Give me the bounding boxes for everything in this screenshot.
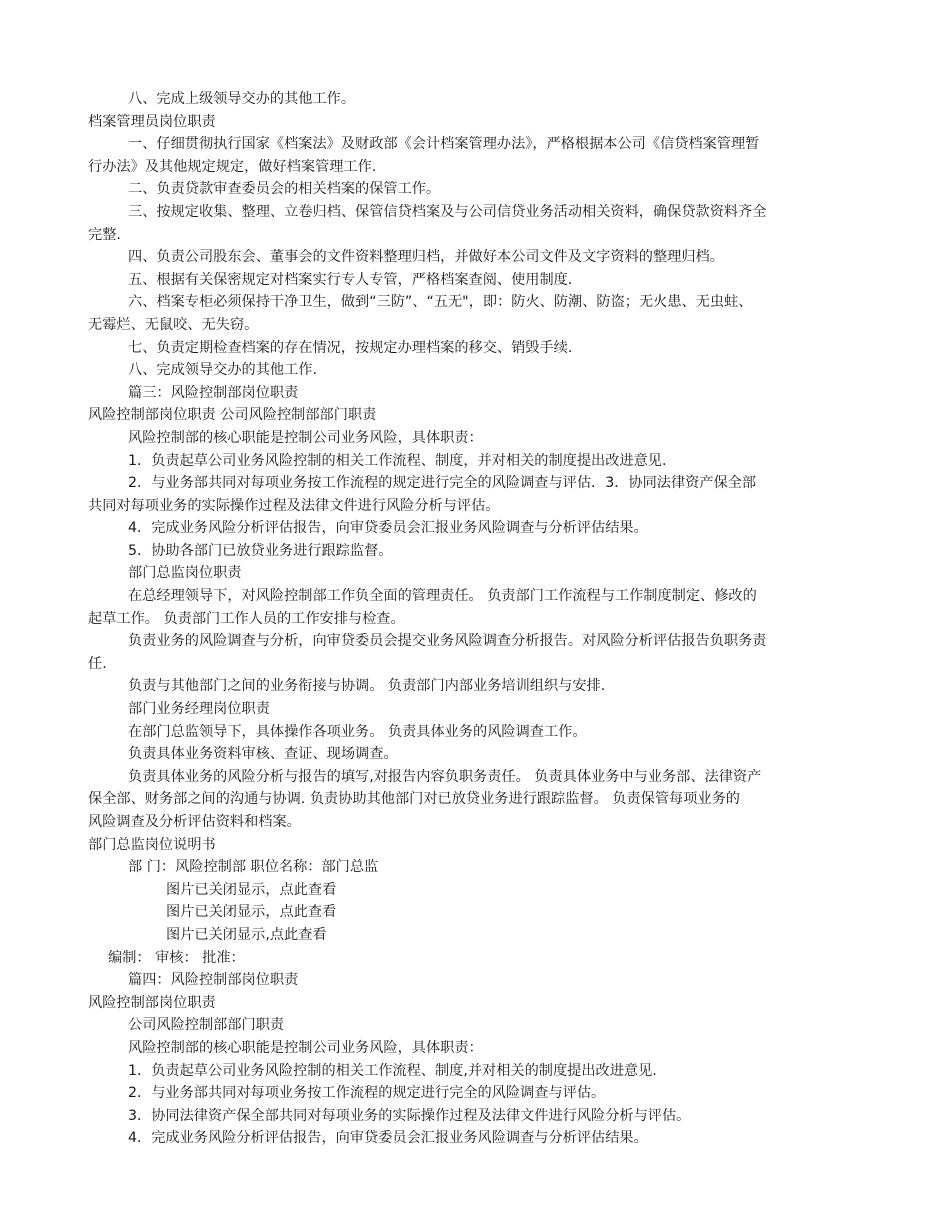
text-line: 3．协同法律资产保全部共同对每项业务的实际操作过程及法律文件进行风险分析与评估。	[128, 1107, 691, 1124]
text-line: 任.	[88, 655, 107, 672]
text-line: 公司风险控制部部门职责	[128, 1017, 285, 1034]
text-line: 风险控制部岗位职责	[88, 994, 216, 1011]
text-line: 四、负责公司股东会、董事会的文件资料整理归档，并做好本公司文件及文字资料的整理归档。	[128, 249, 724, 266]
text-line: 保全部、财务部之间的沟通与协调. 负责协助其他部门对已放贷业务进行跟踪监督。 负责保管每项业务的	[88, 791, 740, 808]
text-line: 三、按规定收集、整理、立卷归档、保管信贷档案及与公司信贷业务活动相关资料，确保贷款资料齐全	[128, 203, 767, 220]
text-line: 起草工作。 负责部门工作人员的工作安排与检查。	[88, 610, 405, 627]
text-line: 七、负责定期检查档案的存在情况，按规定办理档案的移交、销毁手续.	[128, 339, 573, 356]
text-line: 六、档案专柜必须保持干净卫生，做到“三防”、“五无"，即：防火、防潮、防盗；无火患、无虫蛀、	[128, 294, 753, 311]
text-line: 行办法》及其他规定规定，做好档案管理工作.	[88, 158, 377, 175]
text-line: 二、负责贷款审查委员会的相关档案的保管工作。	[128, 181, 441, 198]
document-body	[88, 88, 863, 1150]
text-line: 负责具体业务的风险分析与报告的填写,对报告内容负职务责任。 负责具体业务中与业务部、法律资产	[128, 768, 762, 785]
text-line: 负责与其他部门之间的业务衔接与协调。 负责部门内部业务培训组织与安排.	[128, 678, 606, 695]
text-line: 在总经理领导下，对风险控制部工作负全面的管理责任。 负责部门工作流程与工作制度制定、修改的	[128, 588, 757, 605]
text-line: 风险控制部的核心职能是控制公司业务风险，具体职责：	[128, 429, 483, 446]
text-line: 4．完成业务风险分析评估报告，向审贷委员会汇报业务风险调查与分析评估结果。	[128, 520, 648, 537]
text-line: 5．协助各部门已放贷业务进行跟踪监督。	[128, 542, 393, 559]
text-line: 八、完成上级领导交办的其他工作。	[128, 91, 356, 107]
text-line: 在部门总监领导下，具体操作各项业务。 负责具体业务的风险调查工作。	[128, 723, 587, 740]
text-line: 4．完成业务风险分析评估报告，向审贷委员会汇报业务风险调查与分析评估结果。	[128, 1130, 648, 1147]
text-line: 部 门：风险控制部 职位名称：部门总监	[128, 859, 379, 876]
text-line: 风险控制部岗位职责 公司风险控制部部门职责	[88, 407, 377, 424]
text-line: 2．与业务部共同对每项业务按工作流程的规定进行完全的风险调查与评估。	[128, 1085, 606, 1102]
text-line: 图片已关闭显示，点此查看	[166, 904, 337, 921]
text-line: 负责业务的风险调查与分析，向审贷委员会提交业务风险调查分析报告。对风险分析评估报告负职务责	[128, 633, 767, 650]
text-line: 编制： 审核： 批准：	[108, 949, 245, 966]
text-line: 完整.	[88, 226, 121, 243]
text-line: 负责具体业务资料审核、查证、现场调查。	[128, 746, 398, 763]
text-line: 1．负责起草公司业务风险控制的相关工作流程、制度，并对相关的制度提出改进意见.	[128, 452, 667, 469]
text-line: 部门业务经理岗位职责	[128, 701, 270, 718]
text-line: 档案管理员岗位职责	[88, 113, 216, 130]
text-line: 共同对每项业务的实际操作过程及法律文件进行风险分析与评估。	[88, 497, 500, 514]
text-line: 五、根据有关保密规定对档案实行专人专管，严格档案查阅、使用制度.	[128, 271, 573, 288]
text-line: 篇四：风险控制部岗位职责	[128, 972, 299, 989]
text-line: 一、仔细贯彻执行国家《档案法》及财政部《会计档案管理办法》，严格根据本公司《信贷档案管理暂	[128, 136, 760, 153]
text-line: 1．负责起草公司业务风险控制的相关工作流程、制度,并对相关的制度提出改进意见.	[128, 1062, 657, 1079]
text-line: 篇三：风险控制部岗位职责	[128, 384, 299, 401]
text-line: 部门总监岗位职责	[128, 565, 242, 582]
text-line: 图片已关闭显示,点此查看	[166, 926, 327, 943]
text-line: 风险控制部的核心职能是控制公司业务风险，具体职责：	[128, 1039, 483, 1056]
text-line: 无霉烂、无鼠咬、无失窃。	[88, 316, 259, 333]
text-line: 2．与业务部共同对每项业务按工作流程的规定进行完全的风险调查与评估．3．协同法律资产保全部	[128, 475, 757, 492]
text-line: 部门总监岗位说明书	[88, 836, 216, 853]
text-line: 图片已关闭显示，点此查看	[166, 881, 337, 898]
text-line: 八、完成领导交办的其他工作.	[128, 362, 317, 379]
text-line: 风险调查及分析评估资料和档案。	[88, 814, 301, 830]
